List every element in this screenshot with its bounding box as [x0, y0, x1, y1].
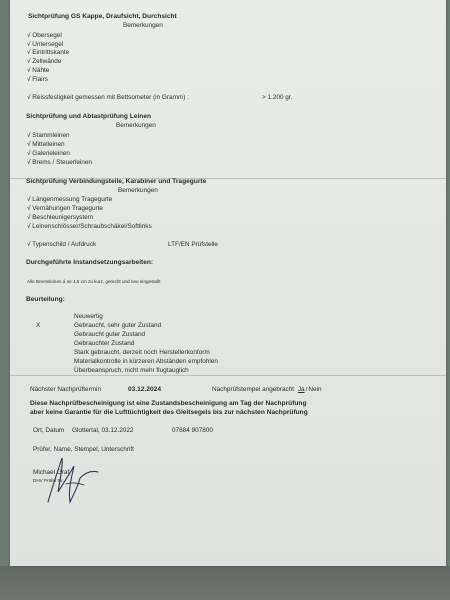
- place-date-value: Glottertal, 03.12.2022: [72, 427, 134, 434]
- check-item: √ Vernähungen Tragegurte: [27, 205, 103, 212]
- check-item: √ Obersegel: [27, 32, 62, 39]
- signer-org: DHV Prüfer Nr.: [33, 478, 64, 483]
- assessment-option: Stark gebraucht, derzeit noch Herstellerkonform: [74, 349, 210, 356]
- repairs-title: Durchgeführte Instandsetzungsarbeiten:: [26, 259, 154, 266]
- check-item: √ Zellwände: [27, 58, 62, 65]
- check-item: √ Eintrittskante: [27, 49, 70, 56]
- assessment-option: Neuwertig: [74, 313, 103, 320]
- repairs-text: Alle Bremsleinen á ne 4,5 cm zu kurz, gerecht und neu eingestellt: [27, 279, 161, 284]
- tear-strength-label: √ Reissfestigkeit gemessen mit Bettsometer (in Gramm) :: [27, 94, 189, 101]
- next-check-label: Nächster Nachprüftermin: [30, 386, 102, 393]
- next-check-date: 03.12.2024: [128, 386, 162, 393]
- check-item: √ Flairs: [27, 76, 48, 83]
- disclaimer-line-1: Diese Nachprüfbescheinigung ist eine Zustandsbescheinigung am Tag der Nachprüfung: [30, 400, 307, 407]
- type-plate-value: LTF/EN Prüfstelle: [168, 241, 218, 248]
- section-visual-title: Sichtprüfung GS Kappe, Draufsicht, Durchsicht: [28, 13, 177, 20]
- stamp-ja: Ja: [297, 386, 305, 393]
- check-item: √ Leinenschlösser/Schraubschäkel/Softlinks: [27, 223, 152, 230]
- assessment-title: Beurteilung:: [26, 296, 65, 303]
- stamp-nein: Nein: [308, 386, 322, 393]
- background-floor: [0, 566, 450, 600]
- check-item: √ Stammleinen: [27, 132, 70, 139]
- check-item: √ Untersegel: [27, 41, 64, 48]
- section-connect-title: Sichtprüfung Verbindungsteile, Karabiner und Tragegurte: [26, 178, 207, 185]
- assessment-mark: X: [36, 322, 41, 329]
- section-connect-remarks: Bemerkungen: [118, 187, 158, 194]
- handwritten-signature: [28, 452, 108, 510]
- check-item: √ Brems / Steuerleinen: [27, 159, 92, 166]
- place-date-label: Ort, Datum: [33, 427, 65, 434]
- check-item: √ Mittelleinen: [27, 141, 65, 148]
- signer-label: Prüfer, Name, Stempel, Unterschrift: [33, 446, 134, 453]
- assessment-option: Gebraucht guter Zustand: [74, 331, 146, 338]
- type-plate-label: √ Typenschild / Aufdruck: [27, 241, 97, 248]
- phone-number: 07684 907800: [172, 427, 213, 434]
- check-item: √ Nähte: [27, 67, 50, 74]
- tear-strength-value: > 1.200 gr.: [262, 94, 293, 101]
- check-item: √ Längenmessung Tragegurte: [27, 196, 113, 203]
- signer-name: Michael Graf: [33, 469, 70, 476]
- assessment-option: Überbeanspruch, nicht mehr flugtauglich: [74, 367, 189, 374]
- section-lines-title: Sichtprüfung und Abtastprüfung Leinen: [26, 113, 152, 120]
- assessment-option: Materialkontrolle in kürzeren Abständen empfohlen: [74, 358, 218, 365]
- check-item: √ Galerieleinen: [27, 150, 70, 157]
- paper-fold: [10, 375, 446, 376]
- assessment-option: Gebraucht, sehr guter Zustand: [74, 322, 162, 329]
- section-lines-remarks: Bemerkungen: [116, 122, 156, 129]
- section-visual-remarks: Bemerkungen: [123, 22, 163, 29]
- stamp-label: Nachprüfstempel angebracht Ja/Nein: [212, 386, 322, 393]
- check-item: √ Beschleunigersystem: [27, 214, 94, 221]
- disclaimer-line-2: aber keine Garantie für die Lufttüchtigkeit des Gleitsegels bis zur nächsten Nachprüfung: [30, 409, 308, 416]
- assessment-option: Gebrauchter Zustand: [74, 340, 135, 347]
